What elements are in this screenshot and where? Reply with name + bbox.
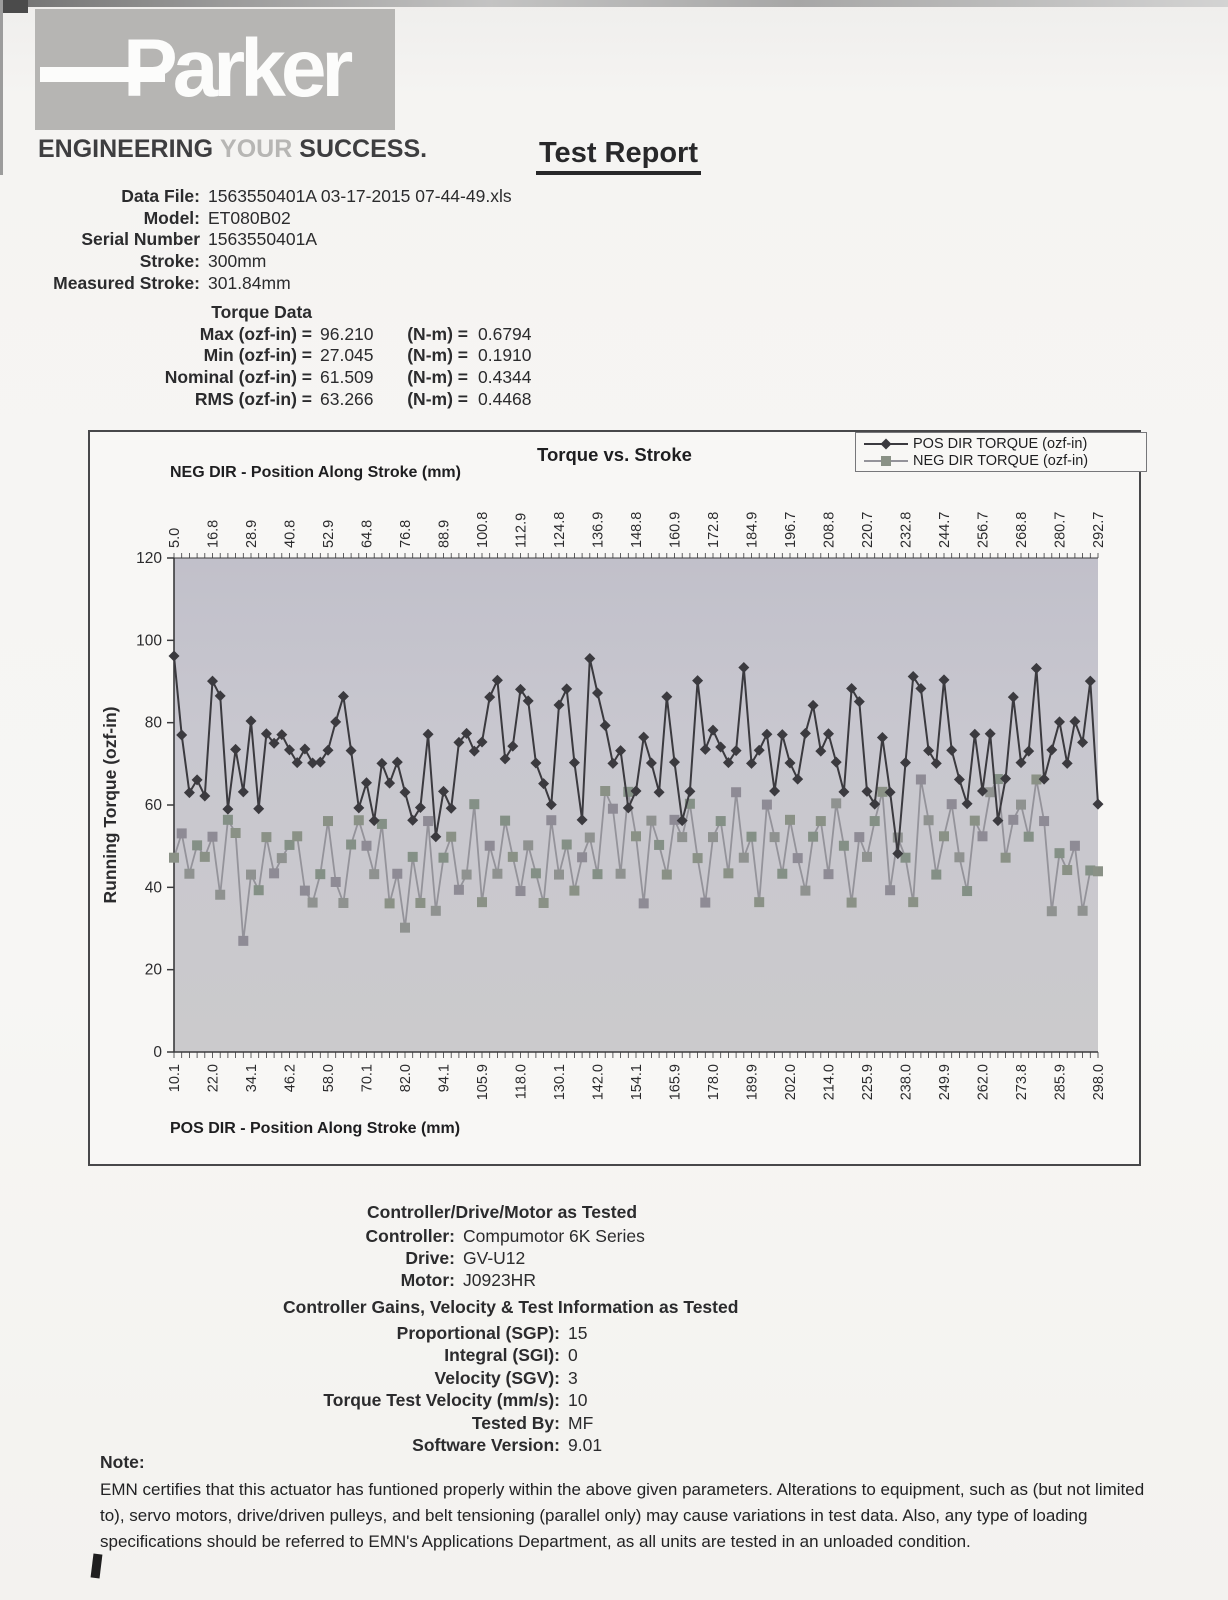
chart-legend xyxy=(855,432,1147,472)
bottom-tick-label: 142.0 xyxy=(590,1064,607,1101)
top-tick-label: 112.9 xyxy=(513,512,530,548)
top-tick-label: 100.8 xyxy=(475,511,491,548)
gains-label: Integral (SGI): xyxy=(444,1345,560,1366)
neg-series-marker xyxy=(862,852,872,862)
legend-item xyxy=(862,435,1140,452)
torque-row-max xyxy=(0,324,532,346)
torque-row-rms xyxy=(0,389,532,411)
torque-label: RMS (ozf-in) = xyxy=(194,388,312,409)
neg-series-marker xyxy=(346,840,356,850)
top-tick-label: 220.7 xyxy=(860,511,876,548)
neg-series-marker xyxy=(285,840,295,850)
neg-series-marker xyxy=(269,868,279,878)
neg-series-marker xyxy=(816,816,826,826)
bottom-tick-label: 154.1 xyxy=(629,1064,645,1101)
neg-series-marker xyxy=(847,898,857,908)
neg-series-marker xyxy=(924,815,934,825)
torque-label: Max (ozf-in) = xyxy=(199,323,312,344)
bottom-tick-label: 58.0 xyxy=(321,1064,337,1093)
neg-series-marker xyxy=(739,853,749,863)
top-tick-label: 280.7 xyxy=(1052,511,1069,548)
info-row-serial xyxy=(0,229,512,251)
note-header: Note: xyxy=(100,1452,145,1472)
scan-artifact-corner xyxy=(0,0,28,13)
neg-series-marker xyxy=(716,816,726,826)
y-tick-label: 60 xyxy=(144,797,162,814)
neg-series-marker xyxy=(723,868,733,878)
torque-label: Nominal (ozf-in) = xyxy=(164,367,312,388)
bottom-tick-label: 189.9 xyxy=(744,1064,761,1101)
neg-series-marker xyxy=(292,831,302,841)
neg-series-marker xyxy=(477,897,487,907)
gains-value: 15 xyxy=(568,1323,588,1343)
neg-series-marker xyxy=(931,870,941,880)
gains-row xyxy=(0,1412,602,1434)
neg-series-marker xyxy=(677,832,687,842)
bottom-tick-label: 105.9 xyxy=(475,1064,491,1101)
torque-label-nm: (N-m) = xyxy=(407,388,468,409)
legend-label: POS DIR TORQUE (ozf-in) xyxy=(913,435,1088,452)
info-row-model xyxy=(0,208,512,230)
neg-series-marker xyxy=(646,816,656,826)
neg-series-marker xyxy=(500,816,510,826)
neg-series-marker xyxy=(662,870,672,880)
gains-value: 3 xyxy=(568,1367,578,1388)
neg-series-marker xyxy=(492,869,502,879)
torque-row-nominal xyxy=(0,367,532,389)
neg-series-marker xyxy=(423,816,433,826)
neg-series-marker xyxy=(762,800,772,810)
bottom-tick-label: 34.1 xyxy=(244,1064,260,1093)
neg-series-marker xyxy=(962,886,972,896)
bottom-tick-label: 165.9 xyxy=(667,1064,684,1101)
torque-value-nm: 0.4344 xyxy=(478,367,532,388)
bottom-tick-label: 285.9 xyxy=(1052,1064,1069,1101)
info-value: ET080B02 xyxy=(208,207,291,228)
legend-label: NEG DIR TORQUE (ozf-in) xyxy=(913,452,1089,469)
gains-row xyxy=(0,1389,602,1411)
bottom-tick-label: 70.1 xyxy=(359,1064,376,1093)
controller-section-header: Controller/Drive/Motor as Tested xyxy=(367,1202,638,1222)
bottom-tick-label: 82.0 xyxy=(398,1064,414,1093)
torque-value-nm: 0.4468 xyxy=(478,388,532,409)
neg-series-marker xyxy=(1016,800,1026,810)
info-label: Data File: xyxy=(121,186,200,206)
bottom-tick-label: 130.1 xyxy=(552,1064,568,1101)
neg-series-marker xyxy=(839,841,849,851)
top-tick-label: 76.8 xyxy=(398,519,414,548)
neg-series-marker xyxy=(885,885,895,895)
torque-label-nm: (N-m) = xyxy=(407,323,468,344)
gains-row xyxy=(0,1322,602,1344)
bottom-tick-label: 214.0 xyxy=(821,1064,838,1101)
top-tick-label: 232.8 xyxy=(898,511,915,548)
controller-value: Compumotor 6K Series xyxy=(463,1226,645,1246)
neg-series-marker xyxy=(338,898,348,908)
top-axis-title: NEG DIR - Position Along Stroke (mm) xyxy=(170,464,461,481)
gains-value: 9.01 xyxy=(568,1435,603,1456)
top-tick-label: 52.9 xyxy=(321,519,337,548)
neg-series-marker xyxy=(554,870,564,880)
neg-series-marker xyxy=(508,852,518,862)
neg-series-marker xyxy=(454,885,464,895)
neg-series-marker xyxy=(485,841,495,851)
neg-series-marker xyxy=(215,890,225,900)
info-label: Serial Number xyxy=(81,229,200,250)
neg-series-marker xyxy=(246,870,256,880)
neg-series-marker xyxy=(254,885,264,895)
gains-label: Tested By: xyxy=(471,1412,560,1433)
neg-series-marker xyxy=(277,853,287,863)
controller-value: J0923HR xyxy=(463,1269,536,1290)
torque-vs-stroke-chart xyxy=(88,430,1141,1166)
bottom-tick-label: 238.0 xyxy=(898,1064,915,1101)
neg-series-marker xyxy=(415,898,425,908)
neg-series-marker xyxy=(1039,816,1049,826)
neg-series-marker xyxy=(954,852,964,862)
gains-value: 0 xyxy=(568,1345,578,1366)
parker-tagline xyxy=(38,135,434,164)
neg-series-marker xyxy=(562,840,572,850)
tagline-word-light: YOUR xyxy=(220,135,293,163)
torque-data-header-row xyxy=(0,302,532,324)
bottom-tick-label: 22.0 xyxy=(205,1064,222,1093)
gains-row xyxy=(0,1367,602,1389)
torque-label-nm: (N-m) = xyxy=(407,367,468,388)
parker-logo xyxy=(35,9,395,130)
gains-value: MF xyxy=(568,1412,594,1433)
tagline-word: SUCCESS. xyxy=(299,135,428,163)
neg-series-marker xyxy=(585,833,595,843)
neg-series-marker xyxy=(854,832,864,842)
neg-series-marker xyxy=(754,897,764,907)
torque-label: Min (ozf-in) = xyxy=(203,345,312,366)
neg-series-marker xyxy=(693,853,703,863)
neg-series-marker xyxy=(323,816,333,826)
info-value: 1563550401A xyxy=(208,229,317,250)
torque-row-min xyxy=(0,345,532,367)
neg-series-marker xyxy=(231,828,241,838)
gains-label: Velocity (SGV): xyxy=(434,1367,560,1388)
info-label: Measured Stroke: xyxy=(53,272,200,293)
neg-series-marker xyxy=(369,869,379,879)
neg-series-marker xyxy=(893,833,903,843)
top-tick-label: 172.8 xyxy=(706,511,722,548)
scan-artifact-bottom-mark xyxy=(91,1554,103,1579)
info-row-stroke xyxy=(0,251,512,273)
neg-series-marker xyxy=(747,832,757,842)
neg-series-marker xyxy=(1062,865,1072,875)
info-label: Stroke: xyxy=(139,251,200,272)
info-value: 1563550401A 03-17-2015 07-44-49.xls xyxy=(208,186,512,206)
neg-series-marker xyxy=(392,869,402,879)
controller-label: Controller: xyxy=(365,1226,455,1246)
gains-row xyxy=(0,1344,602,1366)
info-value: 300mm xyxy=(208,251,267,272)
neg-series-marker xyxy=(261,832,271,842)
chart-title: Torque vs. Stroke xyxy=(537,444,692,465)
top-tick-label: 124.8 xyxy=(552,511,568,548)
neg-series-marker xyxy=(531,868,541,878)
top-tick-label: 292.7 xyxy=(1091,511,1107,548)
neg-series-marker xyxy=(177,828,187,838)
neg-series-marker xyxy=(1093,866,1103,876)
neg-series-marker xyxy=(1001,853,1011,863)
neg-series-marker xyxy=(362,841,372,851)
parker-logo-text: Parker xyxy=(123,23,349,114)
page-title: Test Report xyxy=(536,137,701,175)
gains-label: Software Version: xyxy=(412,1435,560,1456)
bottom-tick-label: 178.0 xyxy=(706,1064,722,1101)
plot-area xyxy=(174,558,1098,1052)
neg-series-marker xyxy=(1055,848,1065,858)
gains-section-header: Controller Gains, Velocity & Test Information as Tested xyxy=(283,1297,739,1317)
bottom-axis-title: POS DIR - Position Along Stroke (mm) xyxy=(170,1120,461,1137)
neg-series-marker xyxy=(569,886,579,896)
neg-series-marker xyxy=(1008,815,1018,825)
neg-series-marker xyxy=(639,898,649,908)
neg-series-marker xyxy=(731,787,741,797)
neg-series-marker xyxy=(770,832,780,842)
bottom-tick-label: 273.8 xyxy=(1014,1064,1030,1101)
controller-row xyxy=(0,1248,645,1270)
y-tick-label: 20 xyxy=(144,961,162,979)
neg-series-marker xyxy=(808,832,818,842)
controller-label: Motor: xyxy=(400,1269,455,1290)
neg-series-marker xyxy=(469,799,479,809)
neg-series-marker xyxy=(462,870,472,880)
bottom-tick-label: 249.9 xyxy=(937,1064,953,1101)
controller-row xyxy=(0,1226,645,1248)
neg-series-marker xyxy=(800,886,810,896)
neg-series-marker xyxy=(939,831,949,841)
neg-series-marker xyxy=(208,832,218,842)
top-tick-label: 208.8 xyxy=(821,511,838,548)
controller-row xyxy=(0,1270,645,1292)
neg-series-marker xyxy=(446,832,456,842)
top-tick-label: 148.8 xyxy=(629,511,645,548)
neg-series-marker xyxy=(385,898,395,908)
y-tick-label: 120 xyxy=(136,550,162,567)
info-row-measured-stroke xyxy=(0,273,512,295)
neg-series-marker xyxy=(315,869,325,879)
info-row-data-file xyxy=(0,186,512,208)
bottom-tick-label: 225.9 xyxy=(860,1064,876,1101)
neg-series-marker xyxy=(169,853,179,863)
torque-value: 96.210 xyxy=(320,323,374,344)
y-axis-title: Running Torque (ozf-in) xyxy=(100,706,120,904)
neg-series-marker xyxy=(354,815,364,825)
neg-series-marker xyxy=(439,853,449,863)
chart-canvas xyxy=(90,432,1139,1164)
torque-data-block xyxy=(0,302,532,411)
top-tick-label: 196.7 xyxy=(783,511,799,548)
top-tick-label: 28.9 xyxy=(244,519,260,548)
neg-series-marker xyxy=(978,831,988,841)
top-tick-label: 64.8 xyxy=(359,519,376,548)
neg-series-marker xyxy=(970,816,980,826)
neg-series-marker xyxy=(400,923,410,933)
legend-neg-marker-icon xyxy=(862,454,910,468)
neg-series-marker xyxy=(616,869,626,879)
neg-series-marker xyxy=(793,853,803,863)
neg-series-marker xyxy=(523,840,533,850)
y-tick-label: 40 xyxy=(144,879,162,897)
scan-artifact-top-edge xyxy=(0,0,1228,7)
scan-artifact-left-edge xyxy=(0,0,3,175)
info-label: Model: xyxy=(143,207,200,228)
gains-value: 10 xyxy=(568,1390,588,1411)
neg-series-marker xyxy=(708,832,718,842)
neg-series-marker xyxy=(777,869,787,879)
file-info-block xyxy=(0,186,512,295)
neg-series-marker xyxy=(539,898,549,908)
bottom-tick-label: 202.0 xyxy=(783,1064,799,1101)
neg-series-marker xyxy=(600,786,610,796)
torque-value: 63.266 xyxy=(320,388,374,409)
top-tick-label: 244.7 xyxy=(937,511,953,548)
gains-label: Proportional (SGP): xyxy=(396,1323,560,1343)
neg-series-marker xyxy=(1070,841,1080,851)
neg-series-marker xyxy=(916,774,926,784)
tagline-word: ENGINEERING xyxy=(38,135,214,163)
neg-series-marker xyxy=(408,852,418,862)
neg-series-marker xyxy=(331,877,341,887)
neg-series-marker xyxy=(516,886,526,896)
top-tick-label: 256.7 xyxy=(975,511,992,548)
legend-item xyxy=(862,452,1140,469)
controller-block xyxy=(0,1226,645,1291)
top-tick-label: 160.9 xyxy=(667,511,684,548)
top-tick-label: 88.9 xyxy=(436,519,453,548)
y-tick-label: 100 xyxy=(136,632,162,650)
neg-series-marker xyxy=(546,815,556,825)
bottom-tick-label: 46.2 xyxy=(282,1064,299,1093)
neg-series-marker xyxy=(308,898,318,908)
neg-series-marker xyxy=(700,898,710,908)
neg-series-marker xyxy=(593,869,603,879)
neg-series-marker xyxy=(908,897,918,907)
top-tick-label: 268.8 xyxy=(1014,511,1030,548)
torque-value-nm: 0.6794 xyxy=(478,323,532,344)
neg-series-marker xyxy=(184,869,194,879)
neg-series-marker xyxy=(870,816,880,826)
info-value: 301.84mm xyxy=(208,272,291,293)
bottom-tick-label: 262.0 xyxy=(975,1064,992,1101)
neg-series-marker xyxy=(577,852,587,862)
top-tick-label: 184.9 xyxy=(744,511,761,548)
top-tick-label: 16.8 xyxy=(205,519,222,548)
bottom-tick-label: 10.1 xyxy=(167,1064,183,1093)
gains-label: Torque Test Velocity (mm/s): xyxy=(323,1390,560,1411)
top-tick-label: 5.0 xyxy=(167,527,183,548)
top-tick-label: 40.8 xyxy=(282,519,299,548)
neg-series-marker xyxy=(300,886,310,896)
controller-value: GV-U12 xyxy=(463,1247,526,1268)
neg-series-marker xyxy=(200,852,210,862)
torque-data-header: Torque Data xyxy=(211,302,312,322)
note-body: EMN certifies that this actuator has funtioned properly within the above given parameters. Alterations to equipment, such as (but not limited to), servo motors, drive/driven pulleys, and belt tensioning (parallel only) may cause variations in test data. Also, any type of loading specifications should be referred to EMN's Applications Department, as all units are tested in an unloaded condition. xyxy=(100,1480,1145,1551)
gains-block xyxy=(0,1322,602,1456)
torque-value: 61.509 xyxy=(320,367,374,388)
torque-value-nm: 0.1910 xyxy=(478,345,532,366)
y-tick-label: 0 xyxy=(153,1044,162,1061)
gains-row xyxy=(0,1434,602,1456)
top-tick-label: 136.9 xyxy=(590,511,607,548)
neg-series-marker xyxy=(238,936,248,946)
torque-value: 27.045 xyxy=(320,345,374,366)
controller-label: Drive: xyxy=(405,1247,455,1268)
y-tick-label: 80 xyxy=(144,714,162,732)
bottom-tick-label: 118.0 xyxy=(513,1064,530,1100)
neg-series-marker xyxy=(431,906,441,916)
neg-series-marker xyxy=(1047,906,1057,916)
neg-series-marker xyxy=(192,840,202,850)
neg-series-marker xyxy=(631,831,641,841)
neg-series-marker xyxy=(947,799,957,809)
neg-series-marker xyxy=(223,815,233,825)
neg-series-marker xyxy=(824,869,834,879)
bottom-tick-label: 94.1 xyxy=(436,1064,453,1093)
neg-series-marker xyxy=(1078,906,1088,916)
neg-series-marker xyxy=(654,840,664,850)
bottom-tick-label: 298.0 xyxy=(1091,1064,1107,1101)
neg-series-marker xyxy=(831,798,841,808)
legend-pos-marker-icon xyxy=(862,437,910,451)
neg-series-marker xyxy=(785,815,795,825)
neg-series-marker xyxy=(608,804,618,814)
torque-label-nm: (N-m) = xyxy=(407,345,468,366)
neg-series-marker xyxy=(1024,832,1034,842)
